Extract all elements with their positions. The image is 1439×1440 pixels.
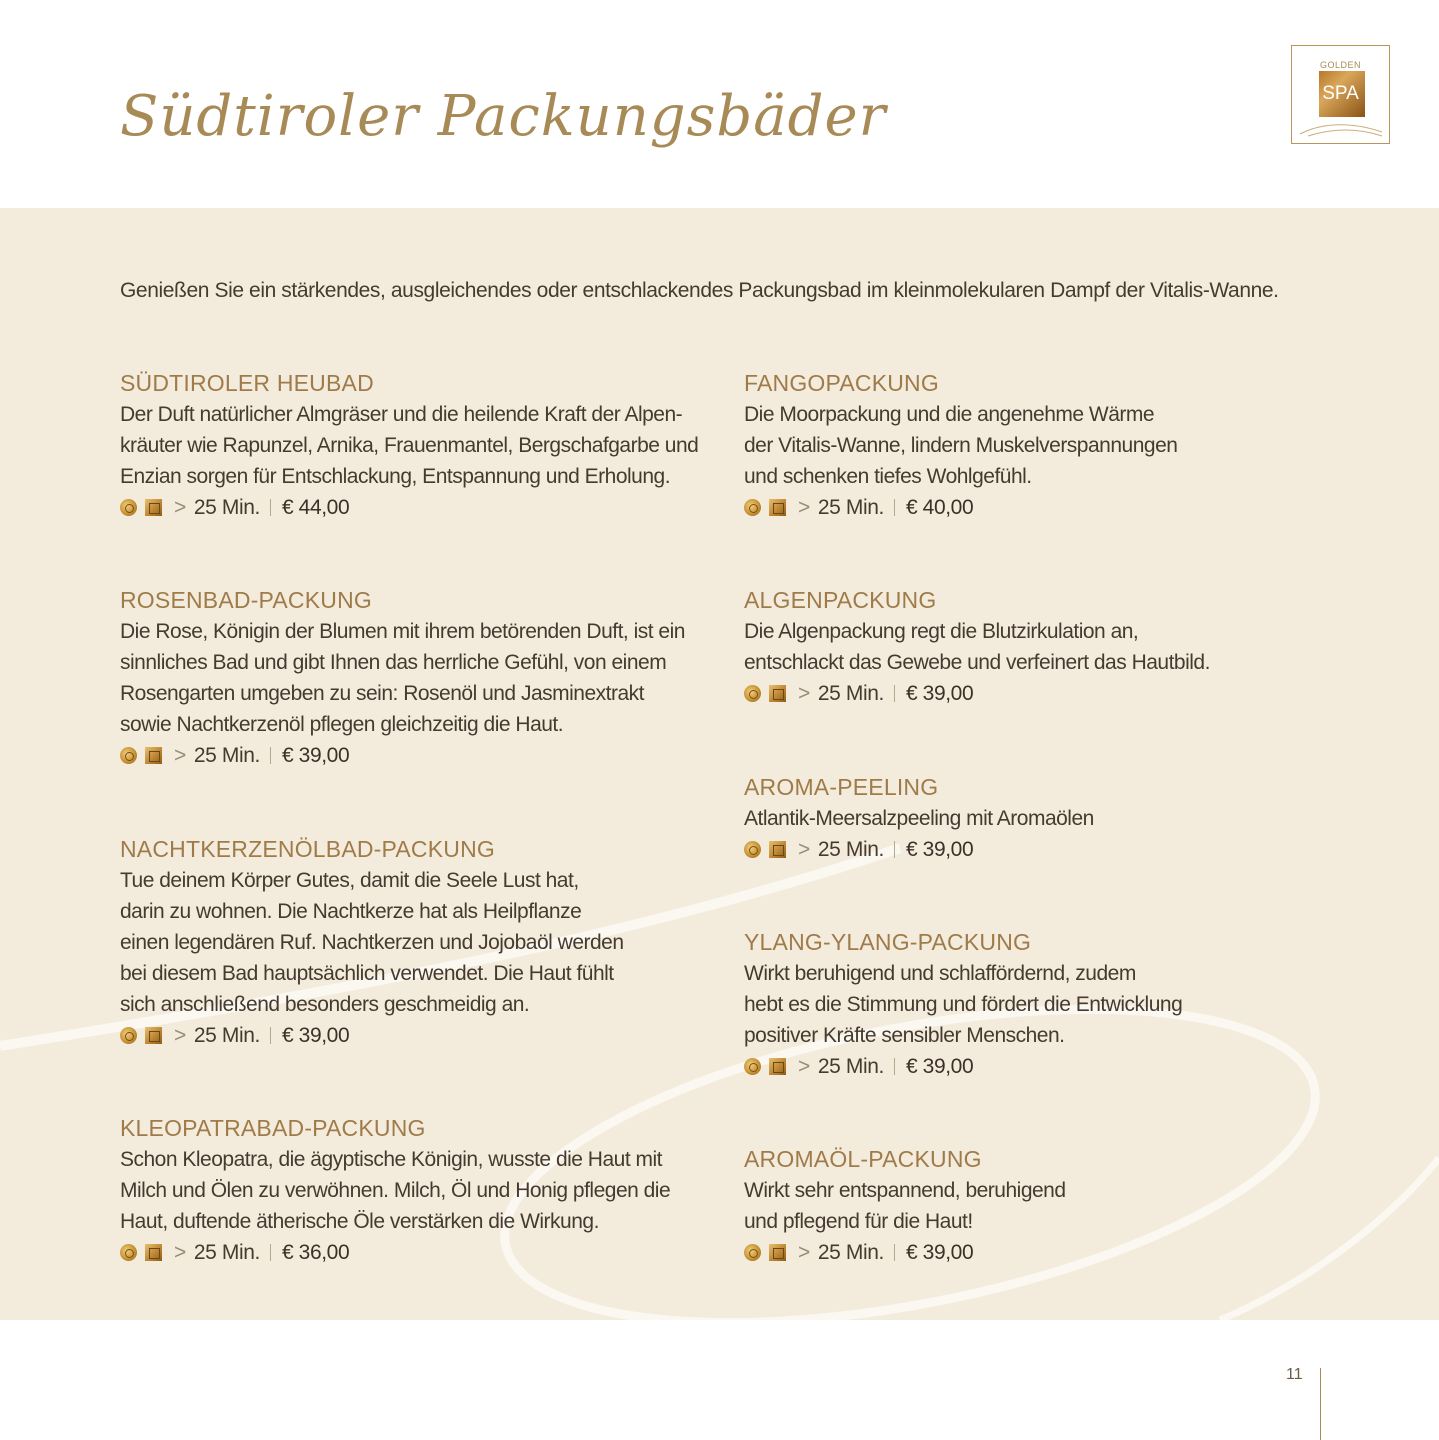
treatment-item: [744, 1144, 1344, 1268]
treatment-description: Tue deinem Körper Gutes, damit die Seele Lust hat, darin zu wohnen. Die Nachtkerze hat als Heilpflanze einen legendären Ruf. Nachtkerzen und Jojobaöl werden bei diesem Bad hauptsächlich verwendet. Die Haut fühlt sich anschließend besonders geschmeidig an.: [120, 869, 624, 1016]
gold-box-icon: [145, 1244, 162, 1261]
treatment-meta: [120, 1020, 720, 1051]
treatment-duration: 25 Min.: [817, 681, 884, 705]
page-title: Südtiroler Packungsbäder: [120, 84, 887, 149]
gold-coin-icon: [120, 747, 137, 764]
divider: [894, 1244, 895, 1261]
treatment-price: € 36,00: [281, 1240, 350, 1264]
gold-coin-icon: [744, 1244, 761, 1261]
gold-box-icon: [769, 1058, 786, 1075]
treatment-duration: 25 Min.: [193, 1240, 260, 1264]
treatment-item: [120, 585, 720, 771]
treatment-name: AROMA-PEELING: [744, 774, 939, 800]
arrow-marker: >: [174, 1240, 186, 1264]
treatment-item: [744, 585, 1344, 709]
treatment-price: € 39,00: [905, 1240, 974, 1264]
treatment-description: Wirkt sehr entspannend, beruhigend und pflegend für die Haut!: [744, 1179, 1066, 1233]
treatment-price: € 39,00: [905, 1054, 974, 1078]
gold-coin-icon: [744, 1058, 761, 1075]
gold-box-icon: [769, 685, 786, 702]
arrow-marker: >: [174, 1023, 186, 1047]
treatment-item: [120, 834, 720, 1051]
treatment-item: [744, 368, 1344, 523]
gold-box-icon: [145, 1027, 162, 1044]
treatment-name: SÜDTIROLER HEUBAD: [120, 370, 374, 396]
treatment-description: Schon Kleopatra, die ägyptische Königin, wusste die Haut mit Milch und Ölen zu verwöhnen. Milch, Öl und Honig pflegen die Haut, duftende ätherische Öle verstärken die Wirkung.: [120, 1148, 671, 1233]
golden-spa-logo: [1291, 45, 1390, 144]
gold-coin-icon: [120, 499, 137, 516]
treatment-price: € 40,00: [905, 495, 974, 519]
treatment-name: ALGENPACKUNG: [744, 587, 937, 613]
treatment-description: Wirkt beruhigend und schlaffördernd, zudem hebt es die Stimmung und fördert die Entwicklung positiver Kräfte sensibler Menschen.: [744, 962, 1183, 1047]
treatment-price: € 39,00: [905, 837, 974, 861]
treatment-price: € 39,00: [905, 681, 974, 705]
logo-top-text: GOLDEN: [1319, 60, 1361, 70]
treatment-duration: 25 Min.: [193, 743, 260, 767]
treatment-description: Die Algenpackung regt die Blutzirkulation an, entschlackt das Gewebe und verfeinert das Hautbild.: [744, 620, 1210, 674]
logo-swoosh-icon: [1298, 120, 1384, 138]
treatment-meta: [744, 492, 1344, 523]
gold-box-icon: [145, 747, 162, 764]
treatment-meta: [744, 1051, 1344, 1082]
divider: [894, 1058, 895, 1075]
treatment-duration: 25 Min.: [193, 1023, 260, 1047]
treatment-meta: [744, 678, 1344, 709]
treatment-description: Der Duft natürlicher Almgräser und die heilende Kraft der Alpen- kräuter wie Rapunzel, Arnika, Frauenmantel, Bergschafgarbe und Enzian sorgen für Entschlackung, Entspannung und Erholung.: [120, 403, 699, 488]
treatment-name: ROSENBAD-PACKUNG: [120, 587, 372, 613]
treatment-meta: [120, 492, 720, 523]
divider: [270, 1027, 271, 1044]
treatment-name: FANGOPACKUNG: [744, 370, 939, 396]
gold-box-icon: [769, 1244, 786, 1261]
treatment-description: Die Rose, Königin der Blumen mit ihrem betörenden Duft, ist ein sinnliches Bad und gibt Ihnen das herrliche Gefühl, von einem Rosengarten umgeben zu sein: Rosenöl und Jasminextrakt sowie Nachtkerzenöl pflegen gleichzeitig die Haut.: [120, 620, 685, 736]
divider: [270, 1244, 271, 1261]
treatment-price: € 39,00: [281, 1023, 350, 1047]
gold-coin-icon: [744, 685, 761, 702]
arrow-marker: >: [174, 495, 186, 519]
treatment-duration: 25 Min.: [193, 495, 260, 519]
gold-coin-icon: [744, 841, 761, 858]
gold-coin-icon: [120, 1027, 137, 1044]
treatment-item: [120, 368, 720, 523]
treatment-name: KLEOPATRABAD-PACKUNG: [120, 1115, 426, 1141]
treatment-duration: 25 Min.: [817, 1054, 884, 1078]
treatment-name: YLANG-YLANG-PACKUNG: [744, 929, 1032, 955]
treatment-meta: [744, 1237, 1344, 1268]
arrow-marker: >: [798, 681, 810, 705]
page-number-rule: [1320, 1368, 1321, 1440]
treatment-duration: 25 Min.: [817, 1240, 884, 1264]
treatment-meta: [744, 834, 1344, 865]
divider: [894, 841, 895, 858]
treatment-duration: 25 Min.: [817, 837, 884, 861]
treatment-price: € 44,00: [281, 495, 350, 519]
divider: [270, 747, 271, 764]
arrow-marker: >: [798, 495, 810, 519]
treatment-meta: [120, 1237, 720, 1268]
arrow-marker: >: [798, 1054, 810, 1078]
treatment-duration: 25 Min.: [817, 495, 884, 519]
gold-box-icon: [769, 841, 786, 858]
gold-box-icon: [145, 499, 162, 516]
divider: [894, 499, 895, 516]
treatment-name: AROMAÖL-PACKUNG: [744, 1146, 982, 1172]
divider: [894, 685, 895, 702]
treatment-description: Die Moorpackung und die angenehme Wärme der Vitalis-Wanne, lindern Muskelverspannungen und schenken tiefes Wohlgefühl.: [744, 403, 1178, 488]
gold-coin-icon: [744, 499, 761, 516]
treatment-meta: [120, 740, 720, 771]
gold-coin-icon: [120, 1244, 137, 1261]
treatment-item: [744, 772, 1344, 865]
gold-box-icon: [769, 499, 786, 516]
treatment-description: Atlantik-Meersalzpeeling mit Aromaölen: [744, 807, 1094, 830]
arrow-marker: >: [798, 837, 810, 861]
content-panel: [0, 208, 1439, 1320]
intro-text: Genießen Sie ein stärkendes, ausgleichendes oder entschlackendes Packungsbad im kleinmolekularen Dampf der Vitalis-Wanne.: [120, 279, 1279, 302]
page-number: 11: [1286, 1366, 1303, 1383]
treatment-price: € 39,00: [281, 743, 350, 767]
arrow-marker: >: [798, 1240, 810, 1264]
divider: [270, 499, 271, 516]
treatment-name: NACHTKERZENÖLBAD-PACKUNG: [120, 836, 495, 862]
arrow-marker: >: [174, 743, 186, 767]
treatment-item: [744, 927, 1344, 1082]
logo-main-text: SPA: [1322, 83, 1359, 104]
treatment-item: [120, 1113, 720, 1268]
